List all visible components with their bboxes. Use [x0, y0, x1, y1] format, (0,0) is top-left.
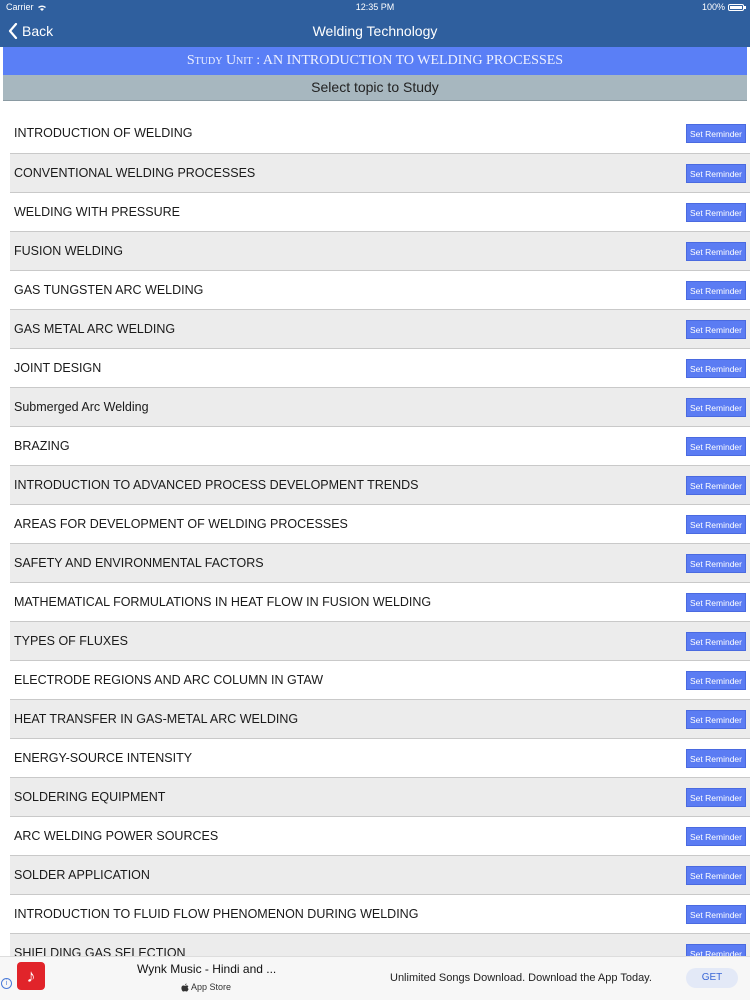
set-reminder-button[interactable]: Set Reminder — [686, 905, 746, 924]
study-unit-title: AN INTRODUCTION TO WELDING PROCESSES — [262, 53, 564, 68]
topic-label: ELECTRODE REGIONS AND ARC COLUMN IN GTAW — [14, 673, 324, 687]
set-reminder-button[interactable]: Set Reminder — [686, 944, 746, 956]
topic-row[interactable] — [10, 622, 750, 661]
topic-row[interactable] — [10, 544, 750, 583]
set-reminder-button[interactable]: Set Reminder — [686, 593, 746, 612]
topic-label: SHIELDING GAS SELECTION — [14, 946, 186, 956]
study-unit-prefix: Study Unit — [186, 53, 253, 68]
topic-row[interactable] — [10, 388, 750, 427]
set-reminder-button[interactable]: Set Reminder — [686, 671, 746, 690]
topic-row[interactable] — [10, 895, 750, 934]
topic-label: ENERGY-SOURCE INTENSITY — [14, 751, 193, 765]
ad-app-name[interactable]: Wynk Music - Hindi and ... — [137, 962, 277, 976]
topic-row[interactable] — [10, 114, 750, 154]
topic-row[interactable] — [10, 232, 750, 271]
topic-label: CONVENTIONAL WELDING PROCESSES — [14, 166, 256, 180]
battery-icon — [728, 4, 744, 11]
topic-row[interactable] — [10, 193, 750, 232]
top-bar — [0, 0, 750, 47]
set-reminder-button[interactable]: Set Reminder — [686, 788, 746, 807]
set-reminder-button[interactable]: Set Reminder — [686, 554, 746, 573]
set-reminder-button[interactable]: Set Reminder — [686, 515, 746, 534]
set-reminder-button[interactable]: Set Reminder — [686, 437, 746, 456]
topic-label: AREAS FOR DEVELOPMENT OF WELDING PROCESSES — [14, 517, 348, 531]
topic-label: SOLDER APPLICATION — [14, 868, 150, 882]
ad-store-text: App Store — [191, 982, 232, 992]
topic-row[interactable] — [10, 271, 750, 310]
topic-label: TYPES OF FLUXES — [14, 634, 128, 648]
topic-list[interactable] — [0, 114, 750, 956]
topic-label: WELDING WITH PRESSURE — [14, 205, 180, 219]
topic-row[interactable] — [10, 466, 750, 505]
set-reminder-button[interactable]: Set Reminder — [686, 203, 746, 222]
status-time: 12:35 PM — [355, 2, 395, 12]
topic-label: BRAZING — [14, 439, 70, 453]
set-reminder-button[interactable]: Set Reminder — [686, 866, 746, 885]
back-label: Back — [22, 23, 54, 39]
set-reminder-button[interactable]: Set Reminder — [686, 632, 746, 651]
study-unit-separator: : — [252, 53, 263, 68]
set-reminder-button[interactable]: Set Reminder — [686, 320, 746, 339]
status-bar — [0, 0, 750, 14]
page-title: Welding Technology — [312, 23, 438, 39]
set-reminder-button[interactable]: Set Reminder — [686, 749, 746, 768]
music-note-icon[interactable]: ♪ — [17, 962, 45, 990]
topic-label: SAFETY AND ENVIRONMENTAL FACTORS — [14, 556, 264, 570]
topic-label: SOLDERING EQUIPMENT — [14, 790, 166, 804]
battery-indicator — [702, 2, 744, 12]
info-icon[interactable]: i — [1, 978, 12, 989]
get-button[interactable]: GET — [686, 968, 738, 988]
topic-label: HEAT TRANSFER IN GAS-METAL ARC WELDING — [14, 712, 299, 726]
set-reminder-button[interactable]: Set Reminder — [686, 476, 746, 495]
topic-row[interactable] — [10, 778, 750, 817]
topic-label: JOINT DESIGN — [14, 361, 102, 375]
topic-label: MATHEMATICAL FORMULATIONS IN HEAT FLOW IN FUSION WELDING — [14, 595, 432, 609]
set-reminder-button[interactable]: Set Reminder — [686, 359, 746, 378]
carrier-text: Carrier — [6, 2, 34, 12]
topic-row[interactable] — [10, 154, 750, 193]
topic-label: INTRODUCTION OF WELDING — [14, 126, 193, 140]
select-topic-header: Select topic to Study — [3, 75, 747, 101]
topic-row[interactable] — [10, 427, 750, 466]
topic-label: FUSION WELDING — [14, 244, 124, 258]
topic-row[interactable] — [10, 700, 750, 739]
topic-row[interactable] — [10, 583, 750, 622]
set-reminder-button[interactable]: Set Reminder — [686, 710, 746, 729]
topic-label: GAS TUNGSTEN ARC WELDING — [14, 283, 204, 297]
topic-row[interactable] — [10, 310, 750, 349]
topic-row[interactable] — [10, 739, 750, 778]
set-reminder-button[interactable]: Set Reminder — [686, 398, 746, 417]
ad-store-label — [181, 982, 231, 992]
set-reminder-button[interactable]: Set Reminder — [686, 124, 746, 143]
ad-banner[interactable] — [0, 956, 750, 1000]
set-reminder-button[interactable]: Set Reminder — [686, 164, 746, 183]
topic-row[interactable] — [10, 934, 750, 956]
topic-label: INTRODUCTION TO FLUID FLOW PHENOMENON DURING WELDING — [14, 907, 419, 921]
topic-row[interactable] — [10, 349, 750, 388]
topic-label: INTRODUCTION TO ADVANCED PROCESS DEVELOPMENT TRENDS — [14, 478, 419, 492]
set-reminder-button[interactable]: Set Reminder — [686, 281, 746, 300]
topic-row[interactable] — [10, 661, 750, 700]
topic-row[interactable] — [10, 505, 750, 544]
topic-label: ARC WELDING POWER SOURCES — [14, 829, 219, 843]
topic-row[interactable] — [10, 817, 750, 856]
set-reminder-button[interactable]: Set Reminder — [686, 242, 746, 261]
study-unit-banner — [3, 47, 747, 75]
apple-icon — [181, 983, 189, 992]
set-reminder-button[interactable]: Set Reminder — [686, 827, 746, 846]
topic-label: Submerged Arc Welding — [14, 400, 149, 414]
ad-text: Unlimited Songs Download. Download the App Today. — [390, 972, 652, 984]
topic-row[interactable] — [10, 856, 750, 895]
topic-label: GAS METAL ARC WELDING — [14, 322, 176, 336]
battery-percent: 100% — [701, 2, 725, 12]
